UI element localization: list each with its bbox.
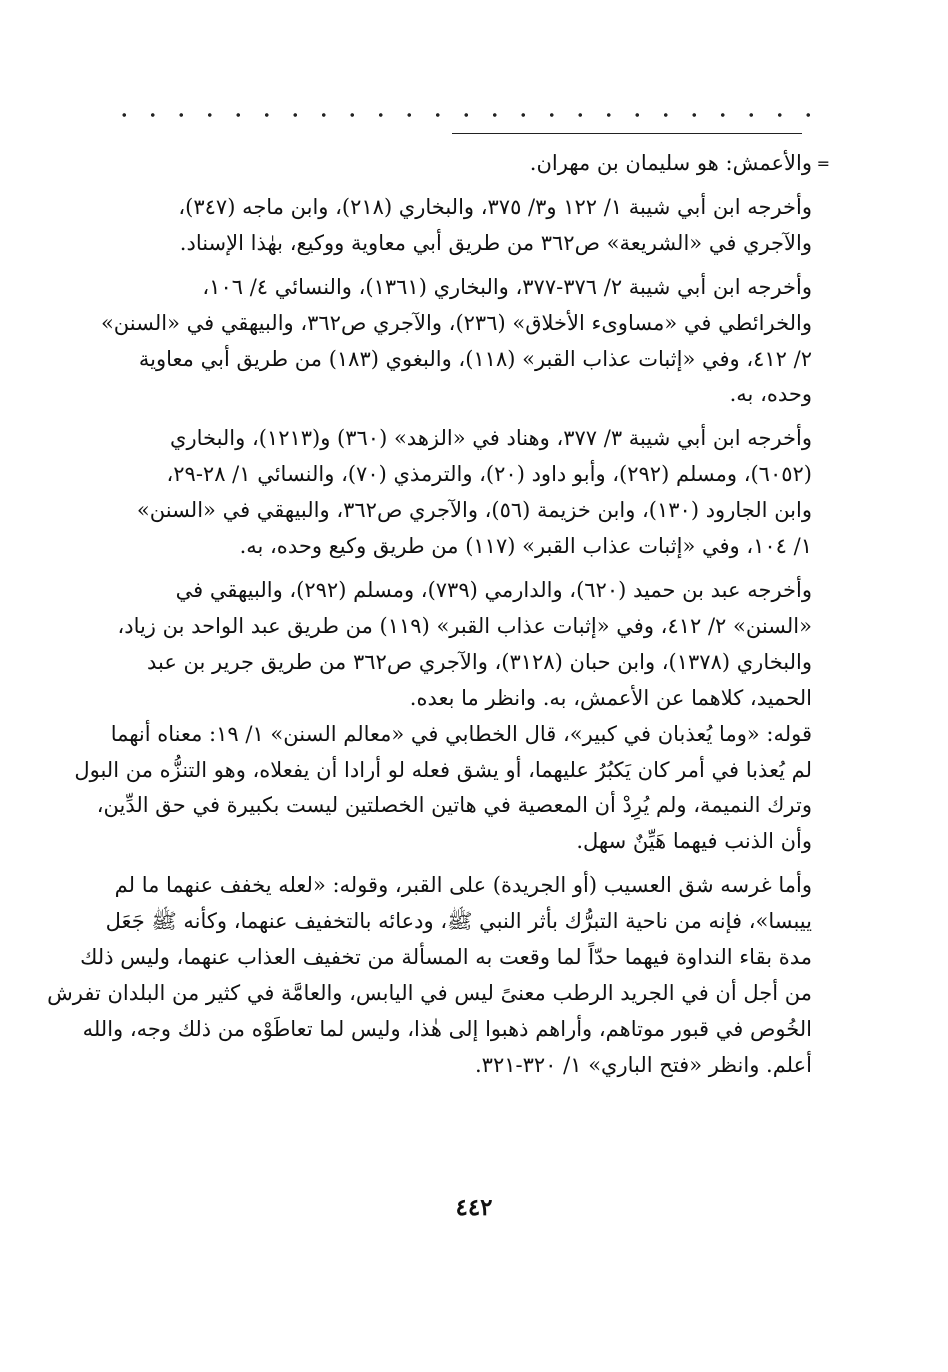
footnote-line: والخرائطي في «مساوىء الأخلاق» (٢٣٦)، والآجري ص٣٦٢، والبيهقي في «السنن» — [100, 310, 812, 335]
footnote-line: وأخرجه ابن أبي شيبة ١/ ١٢٢ و٣/ ٣٧٥، والبخاري (٢١٨)، وابن ماجه (٣٤٧)، — [178, 194, 812, 219]
footnote-line: وأن الذنب فيهما هَيِّنٌ سهل. — [576, 829, 812, 854]
footnote-line: وأما غرسه شق العسيب (أو الجريدة) على القبر، وقوله: «لعله يخفف عنهما ما لم — [114, 873, 812, 898]
dotted-separator — [110, 112, 810, 118]
footnote-line: والآجري في «الشريعة» ص٣٦٢ من طريق أبي معاوية ووكيع، بهٰذا الإسناد. — [179, 230, 812, 255]
footnote-line: وأخرجه ابن أبي شيبة ٢/ ٣٧٦-٣٧٧، والبخاري (١٣٦١)، والنسائي ٤/ ١٠٦، — [202, 274, 812, 299]
footnote-line: ١/ ١٠٤، وفي «إثبات عذاب القبر» (١١٧) من طريق وكيع وحده، به. — [239, 534, 812, 559]
footnote-line: (٦٠٥٢)، ومسلم (٢٩٢)، وأبو داود (٢٠)، والترمذي (٧٠)، والنسائي ١/ ٢٨-٢٩، — [166, 462, 812, 487]
footnote-line: وأخرجه ابن أبي شيبة ٣/ ٣٧٧، وهناد في «الزهد» (٣٦٠) و(١٢١٣)، والبخاري — [170, 426, 812, 451]
footnote-line: الخُوص في قبور موتاهم، وأراهم ذهبوا إلى هٰذا، وليس لما تعاطَوْه من ذلك وجه، والله — [82, 1016, 812, 1041]
page-number: ٤٤٢ — [455, 1194, 493, 1221]
footnote-line: من أجل أن في الجريد الرطب معنىً ليس في اليابس، والعامَّة في كثير من البلدان تفرش — [47, 980, 812, 1005]
footnote-line: وحده، به. — [729, 382, 812, 407]
footnote-line: «السنن» ٢/ ٤١٢، وفي «إثبات عذاب القبر» (١١٩) من طريق عبد الواحد بن زياد، — [117, 613, 812, 638]
footnote-line: وابن الجارود (١٣٠)، وابن خزيمة (٥٦)، والآجري ص٣٦٢، والبيهقي في «السنن» — [136, 498, 812, 523]
line-text: والأعمش: هو سليمان بن مهران. — [529, 151, 812, 175]
footnote-line: لم يُعذبا في أمر كان يَكبُرُ عليهما، أو يشق فعله لو أرادا أن يفعلاه، وهو التنزُّه من البول — [74, 757, 812, 782]
footnote-line: أعلم. وانظر «فتح الباري» ١/ ٣٢٠-٣٢١. — [474, 1052, 812, 1077]
footnote-line: وترك النميمة، ولم يُرِدْ أن المعصية في هاتين الخصلتين ليست بكبيرة في حق الدِّين، — [96, 793, 812, 818]
footnote-body — [47, 146, 830, 1084]
footnote-line: مدة بقاء النداوة فيهما حدّاً لما وقعت به المسألة من تخفيف العذاب عنهما، وليس ذلك — [80, 945, 812, 970]
footnote-line: الحميد، كلاهما عن الأعمش، به. وانظر ما بعده. — [409, 685, 812, 710]
continuation-mark: = — [816, 154, 830, 173]
footnote-line: وأخرجه عبد بن حميد (٦٢٠)، والدارمي (٧٣٩)، ومسلم (٢٩٢)، والبيهقي في — [175, 577, 812, 602]
footnote-rule — [452, 133, 802, 134]
footnote-line — [100, 146, 830, 182]
footnote-line: والبخاري (١٣٧٨)، وابن حبان (٣١٢٨)، والآجري ص٣٦٢ من طريق جرير بن عبد — [146, 649, 812, 674]
footnote-line: قوله: «وما يُعذبان في كبير»، قال الخطابي في «معالم السنن» ١/ ١٩: معناه أنهما — [110, 721, 812, 746]
footnote-line: ٢/ ٤١٢، وفي «إثبات عذاب القبر» (١١٨)، والبغوي (١٨٣) من طريق أبي معاوية — [138, 346, 812, 371]
footnote-line: ييبسا»، فإنه من ناحية التبرُّك بأثر النبي ﷺ، ودعائه بالتخفيف عنهما، وكأنه ﷺ جَعَل — [105, 909, 812, 934]
